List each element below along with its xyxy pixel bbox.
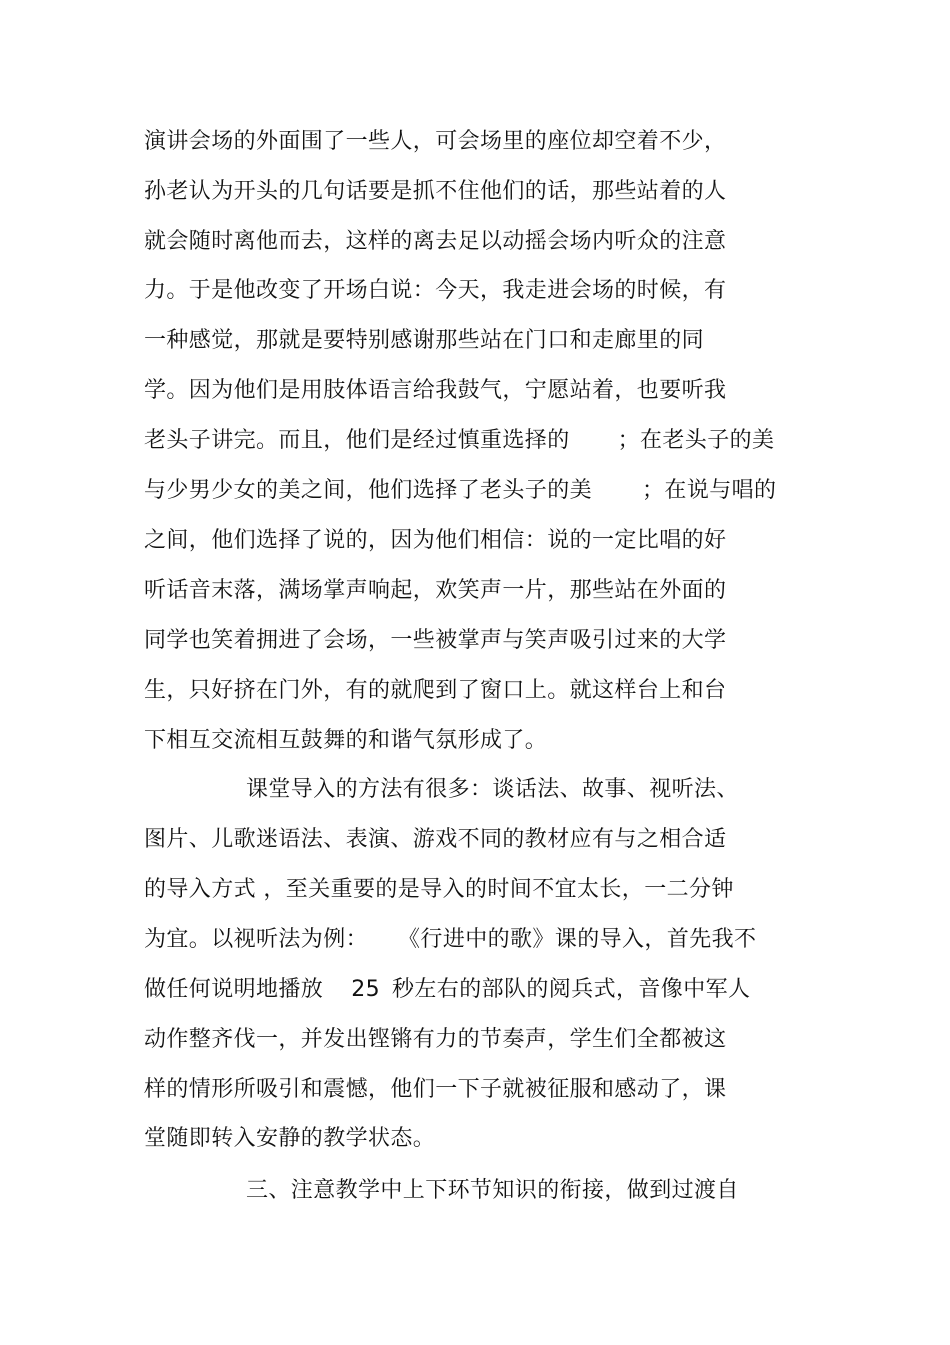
text-line — [144, 426, 774, 456]
text-line: 之间，他们选择了说的，因为他们相信：说的一定比唱的好 — [144, 528, 727, 553]
text-line: 样的情形所吸引和震憾，他们一下子就被征服和感动了，课 — [144, 1077, 727, 1102]
text-line: 图片、儿歌迷语法、表演、游戏不同的教材应有与之相合适 — [144, 827, 727, 852]
text-segment: 与少男少女的美之间，他们选择了老头子的美 — [144, 478, 593, 503]
text-segment: 秒左右的部队的阅兵式，音像中军人 — [392, 977, 751, 1002]
text-segment: 《行进中的歌》课的导入，首先我不 — [398, 927, 757, 952]
paragraph-first-line: 课堂导入的方法有很多：谈话法、故事、视听法、 — [246, 777, 739, 802]
text-line: 听话音末落，满场掌声响起，欢笑声一片，那些站在外面的 — [144, 578, 727, 603]
text-segment: 老头子讲完。而且，他们是经过慎重选择的 — [144, 428, 570, 453]
text-line: 就会随时离他而去，这样的离去足以动摇会场内听众的注意 — [144, 229, 727, 254]
text-line — [144, 975, 750, 1005]
text-segment: ；在说与唱的 — [642, 478, 777, 503]
text-line — [144, 476, 776, 506]
text-line: 动作整齐伐一，并发出铿锵有力的节奏声，学生们全都被这 — [144, 1027, 727, 1052]
text-line: 生，只好挤在门外，有的就爬到了窗口上。就这样台上和台 — [144, 678, 727, 703]
text-line: 孙老认为开头的几句话要是抓不住他们的话，那些站着的人 — [144, 179, 727, 204]
text-line: 力。于是他改变了开场白说：今天，我走进会场的时候，有 — [144, 278, 727, 303]
number-text: 25 — [351, 977, 380, 1002]
text-segment: ；在老头子的美 — [617, 428, 775, 453]
text-line: 学。因为他们是用肢体语言给我鼓气，宁愿站着，也要听我 — [144, 378, 727, 403]
text-line: 堂随即转入安静的教学状态。 — [144, 1126, 436, 1151]
text-line: 的导入方式 ，至关重要的是导入的时间不宜太长，一二分钟 — [144, 877, 734, 902]
text-line: 同学也笑着拥进了会场，一些被掌声与笑声吸引过来的大学 — [144, 628, 727, 653]
text-line — [144, 925, 756, 955]
text-line: 一种感觉，那就是要特别感谢那些站在门口和走廊里的同 — [144, 328, 705, 353]
section-heading-line: 三、注意教学中上下环节知识的衔接，做到过渡自 — [246, 1178, 739, 1203]
text-line: 下相互交流相互鼓舞的和谐气氛形成了。 — [144, 728, 548, 753]
text-segment: 做任何说明地播放 — [144, 977, 324, 1002]
text-segment: 为宜。以视听法为例： — [144, 927, 369, 952]
text-line: 演讲会场的外面围了一些人，可会场里的座位却空着不少， — [144, 129, 727, 154]
